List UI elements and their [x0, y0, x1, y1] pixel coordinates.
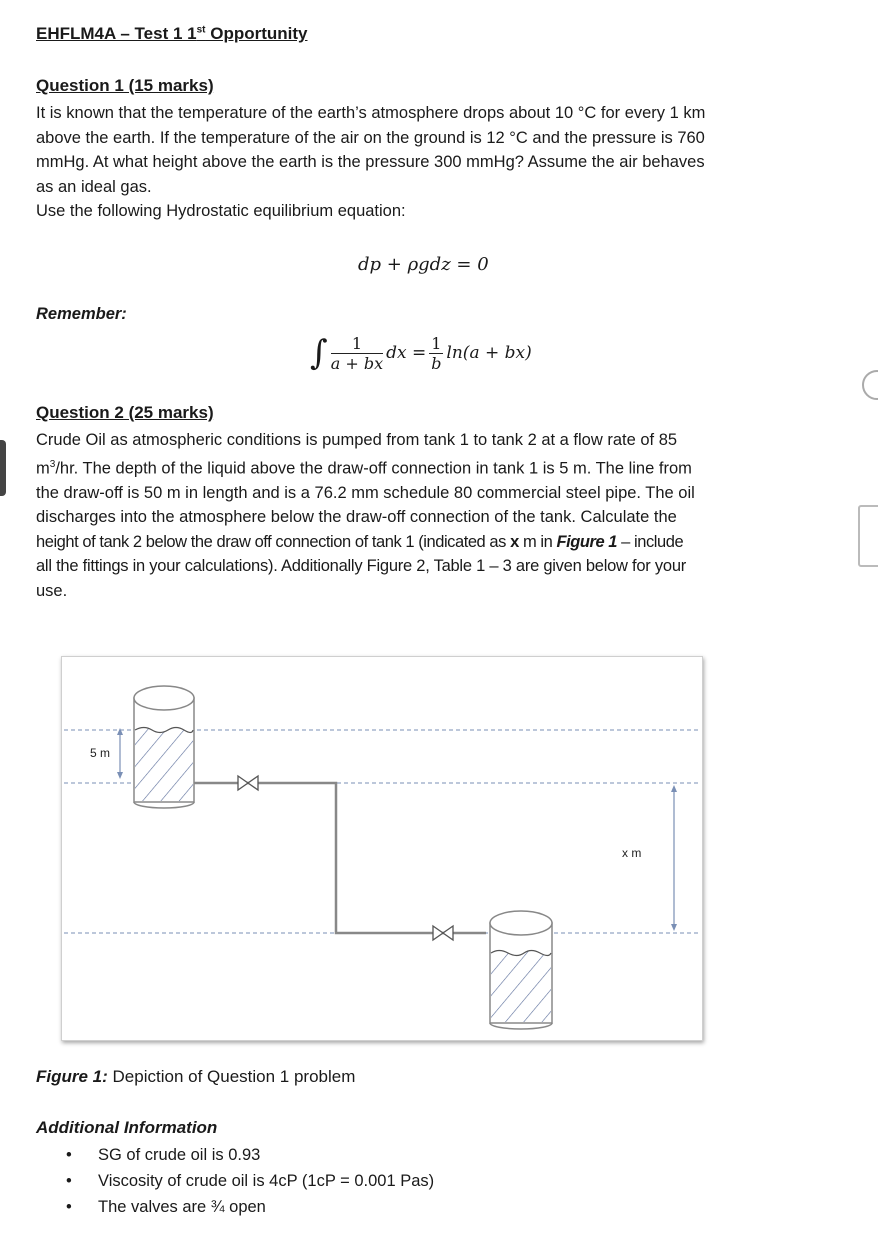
fraction-1: $\frac{1}{a + bx}$: [330, 333, 384, 373]
list-item: • SG of crude oil is 0.93: [66, 1146, 261, 1164]
q2-line: all the fittings in your calculations). Additionally Figure 2, Table 1 – 3 are given below for your: [36, 557, 686, 575]
hydrostatic-equation: dp + ρgdz = 0: [358, 254, 489, 275]
q1-line: as an ideal gas.: [36, 177, 152, 196]
list-item: • Viscosity of crude oil is 4cP (1cP = 0.001 Pas): [66, 1172, 435, 1190]
arrow-head-icon: [117, 728, 123, 735]
question-1-body: [36, 101, 826, 224]
question-2-body: [36, 428, 818, 603]
overlay-image-icon[interactable]: [858, 505, 878, 567]
q2-line: discharges into the atmosphere below the draw-off connection of the tank. Calculate the: [36, 508, 677, 526]
arrow-head-icon: [671, 785, 677, 792]
fraction-2: $\frac{1}{b}$: [431, 333, 442, 373]
q2-line: $m^3/hr$. The depth of the liquid above the draw-off connection in tank 1 is 5 m. The line from: [36, 458, 692, 477]
question-1-heading: Question 1 (15 marks): [36, 76, 214, 95]
additional-info-heading: Additional Information: [36, 1118, 218, 1137]
q1-line: above the earth. If the temperature of the air on the ground is 12 °C and the pressure is 760: [36, 128, 705, 147]
left-edge-handle[interactable]: [0, 440, 6, 496]
tank-1: [134, 686, 194, 808]
valve-icon: [433, 926, 453, 940]
remember-label: Remember:: [36, 305, 127, 323]
label-xm: x m: [622, 846, 642, 860]
integral-formula: ∫ $\frac{1}{a + bx}$ dx = $\frac{1}{b}$ ln(a + bx): [310, 333, 532, 373]
figure-1-diagram: [61, 656, 703, 1041]
q1-line: mmHg. At what height above the earth is the pressure 300 mmHg? Assume the air behaves: [36, 153, 705, 171]
pipe-line: [194, 783, 486, 933]
label-5m: 5 m: [90, 746, 111, 760]
integral-sign: ∫: [310, 333, 328, 373]
q2-line: height of tank 2 below the draw off connection of tank 1 (indicated as x m in Figure 1 – include: [36, 532, 684, 551]
arrow-head-icon: [671, 924, 677, 931]
figure-caption: Figure 1: Depiction of Question 1 problem: [36, 1067, 356, 1086]
q1-line: It is known that the temperature of the earth’s atmosphere drops about 10 °C for every 1 km: [36, 104, 706, 122]
question-2-heading: Question 2 (25 marks): [36, 403, 214, 422]
list-item: • The valves are ¾ open: [66, 1198, 266, 1216]
page-title: EHFLM4A – Test 1 1st Opportunity: [36, 24, 308, 43]
arrow-head-icon: [117, 772, 123, 779]
valve-icon: [238, 776, 258, 790]
overlay-circle-icon[interactable]: [862, 370, 878, 400]
q2-line: Crude Oil as atmospheric conditions is pumped from tank 1 to tank 2 at a flow rate of 85: [36, 431, 678, 449]
q1-line: Use the following Hydrostatic equilibrium equation:: [36, 202, 406, 220]
q2-line: use.: [36, 581, 68, 600]
tank-2: [490, 911, 552, 1029]
q2-line: the draw-off is 50 m in length and is a 76.2 mm schedule 80 commercial steel pipe. The oil: [36, 483, 695, 502]
additional-info-list: [60, 1142, 760, 1220]
tank-system-svg: [62, 657, 702, 1040]
